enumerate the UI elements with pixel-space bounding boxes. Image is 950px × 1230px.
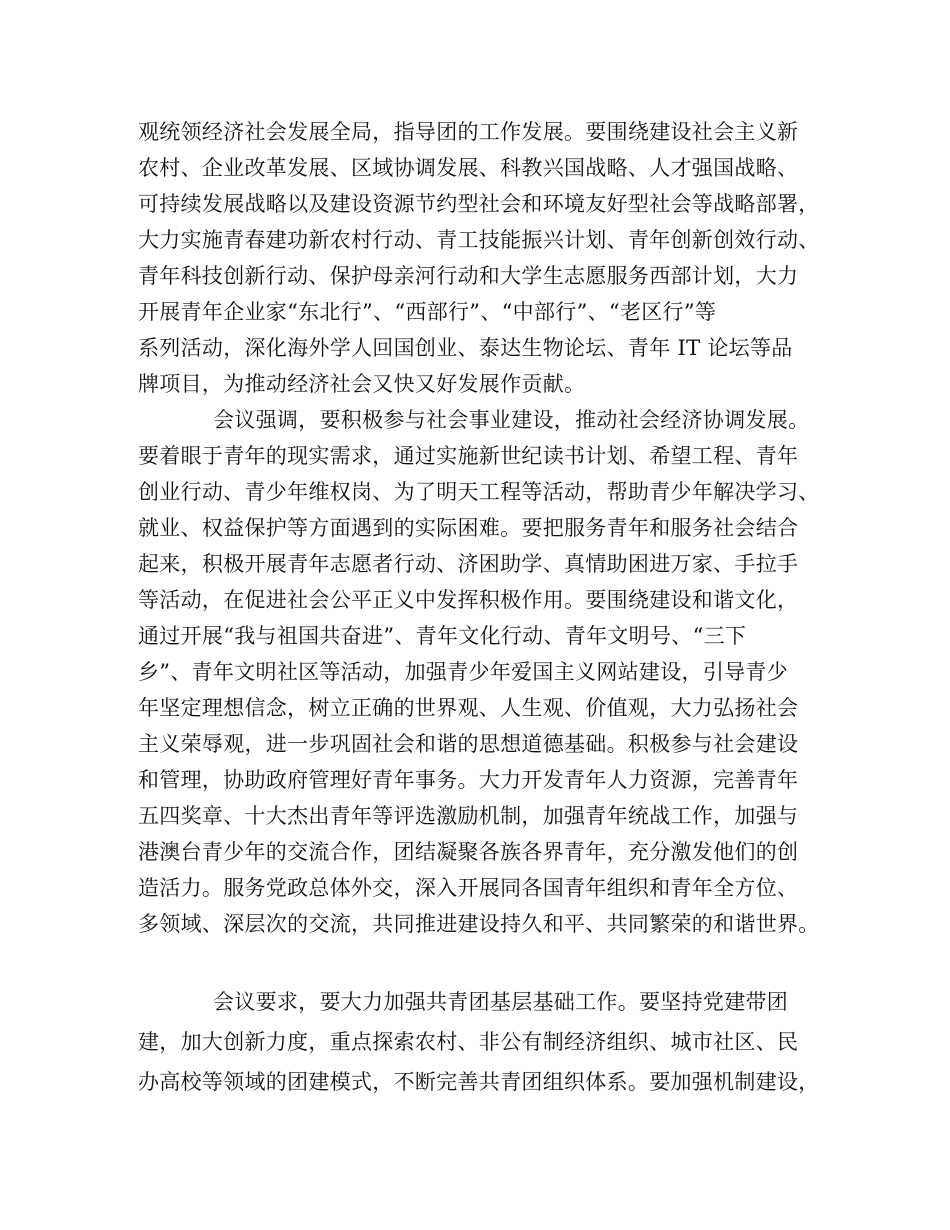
text-line: 多领域、深层次的交流，共同推进建设持久和平、共同繁荣的和谐世界。 xyxy=(138,912,820,936)
text-line: 创业行动、青少年维权岗、为了明天工程等活动，帮助青少年解决学习、 xyxy=(138,480,820,504)
text-line: 造活力。服务党政总体外交，深入开展同各国青年组织和青年全方位、 xyxy=(138,876,799,900)
text-line: 观统领经济社会发展全局，指导团的工作发展。要围绕建设社会主义新 xyxy=(138,120,799,144)
text-line: 农村、企业改革发展、区域协调发展、科教兴国战略、人才强国战略、 xyxy=(138,156,799,180)
text-line: 通过开展“我与祖国共奋进”、青年文化行动、青年文明号、“三下 xyxy=(138,624,747,648)
text-line: 牌项目，为推动经济社会又快又好发展作贡献。 xyxy=(138,372,586,396)
text-line: 和管理，协助政府管理好青年事务。大力开发青年人力资源，完善青年 xyxy=(138,768,799,792)
text-line: 等活动，在促进社会公平正义中发挥积极作用。要围绕建设和谐文化， xyxy=(138,588,799,612)
text-line: 港澳台青少年的交流合作，团结凝聚各族各界青年，充分激发他们的创 xyxy=(138,840,799,864)
text-line: 五四奖章、十大杰出青年等评选激励机制，加强青年统战工作，加强与 xyxy=(138,804,799,828)
text-line: 可持续发展战略以及建设资源节约型社会和环境友好型社会等战略部署， xyxy=(138,192,820,216)
text-line: 大力实施青春建功新农村行动、青工技能振兴计划、青年创新创效行动、 xyxy=(138,228,820,252)
text-line: 开展青年企业家“东北行”、“西部行”、“中部行”、“老区行”等 xyxy=(138,300,717,324)
text-line: 青年科技创新行动、保护母亲河行动和大学生志愿服务西部计划，大力 xyxy=(138,264,799,288)
text-line: 主义荣辱观，进一步巩固社会和谐的思想道德基础。积极参与社会建设 xyxy=(138,732,799,756)
text-line: 年坚定理想信念，树立正确的世界观、人生观、价值观，大力弘扬社会 xyxy=(138,696,799,720)
text-line: 起来，积极开展青年志愿者行动、济困助学、真情助困进万家、手拉手 xyxy=(138,552,799,576)
text-line: 建，加大创新力度，重点探索农村、非公有制经济组织、城市社区、民 xyxy=(138,1030,799,1054)
text-line: 就业、权益保护等方面遇到的实际困难。要把服务青年和服务社会结合 xyxy=(138,516,799,540)
text-line: 会议要求，要大力加强共青团基层基础工作。要坚持党建带团 xyxy=(213,990,789,1014)
text-line: 要着眼于青年的现实需求，通过实施新世纪读书计划、希望工程、青年 xyxy=(138,444,799,468)
text-line: 系列活动，深化海外学人回国创业、泰达生物论坛、青年 IT 论坛等品 xyxy=(138,336,793,360)
text-line: 办高校等领域的团建模式，不断完善共青团组织体系。要加强机制建设， xyxy=(138,1070,820,1094)
text-line: 乡”、青年文明社区等活动，加强青少年爱国主义网站建设，引导青少 xyxy=(138,660,789,684)
text-line: 会议强调，要积极参与社会事业建设，推动社会经济协调发展。 xyxy=(213,408,810,432)
